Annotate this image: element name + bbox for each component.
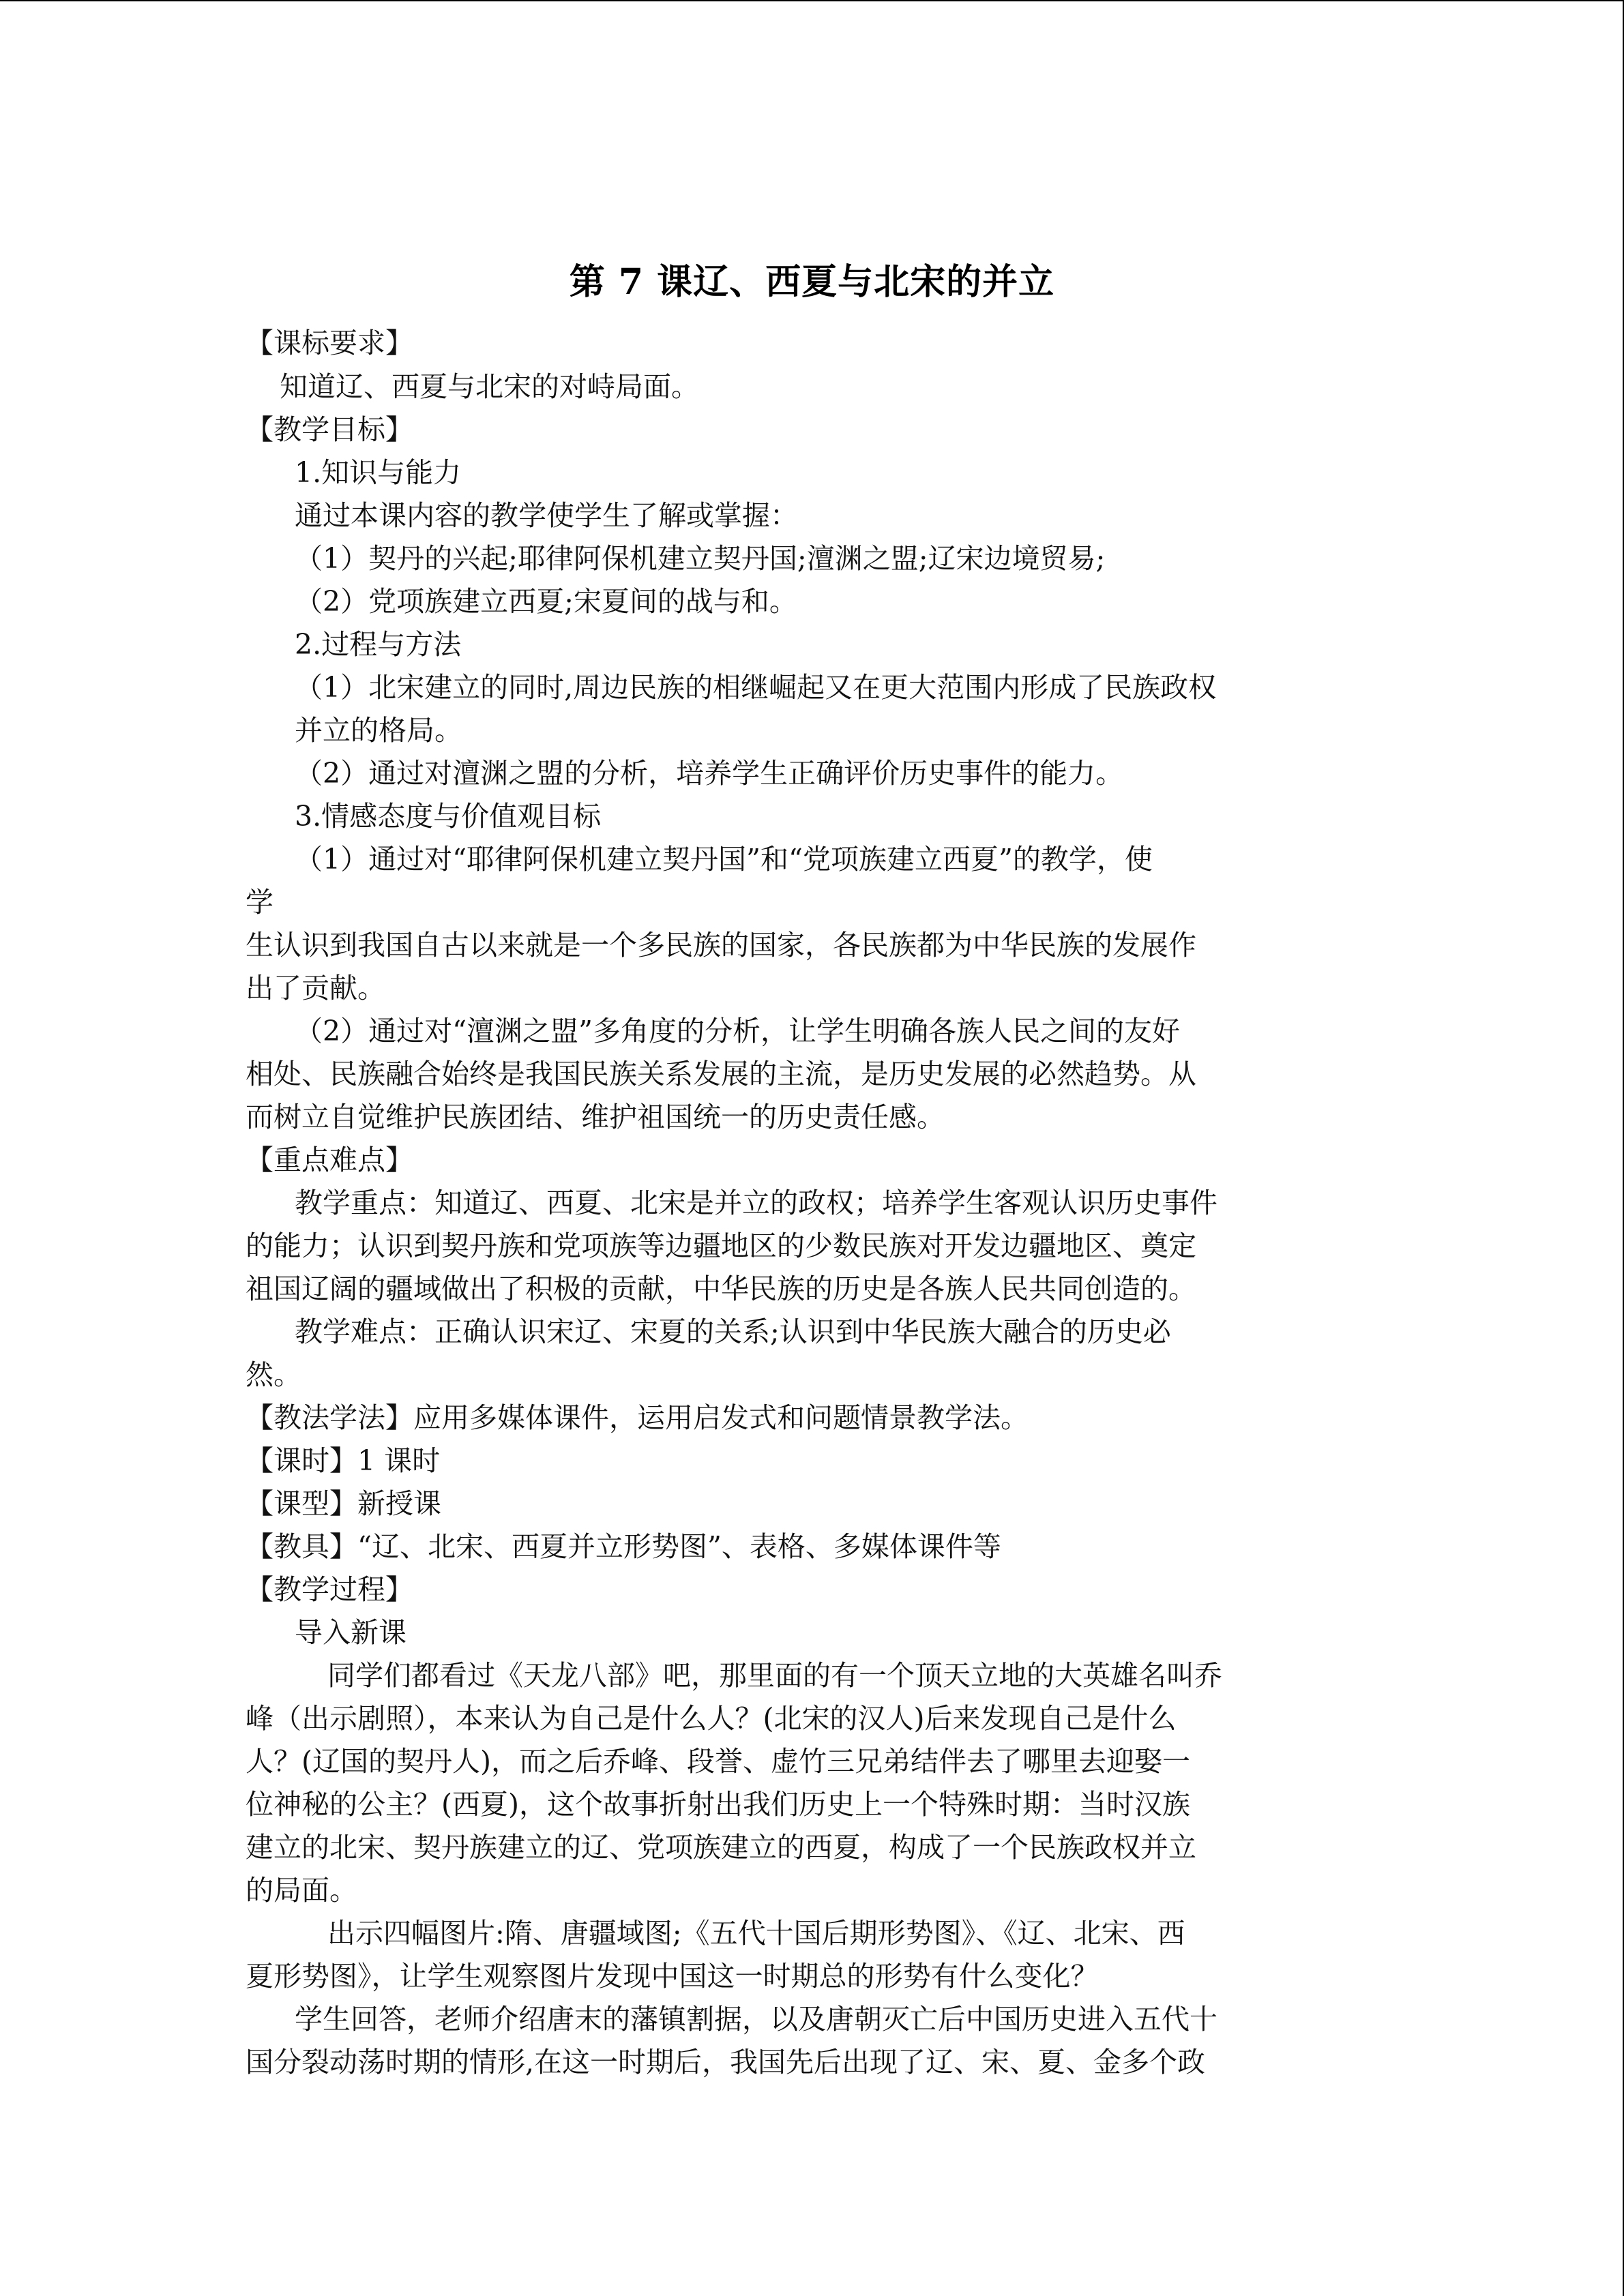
paragraph-line: （2）党项族建立西夏;宋夏间的战与和。 xyxy=(295,585,797,618)
paragraph-line: 通过本课内容的教学使学生了解或掌握： xyxy=(295,499,798,532)
paragraph-line: 国分裂动荡时期的情形,在这一时期后，我国先后出现了辽、宋、夏、金多个政 xyxy=(246,2046,1206,2078)
subheading-introduction: 导入新课 xyxy=(295,1616,407,1649)
section-heading-lesson-type: 【课型】新授课 xyxy=(246,1487,441,1520)
section-heading-methods: 【教法学法】应用多媒体课件，运用启发式和问题情景教学法。 xyxy=(246,1401,1029,1434)
paragraph-line: 出了贡献。 xyxy=(246,972,385,1004)
paragraph-line: 学 xyxy=(246,886,274,919)
paragraph-line: （1）契丹的兴起;耶律阿保机建立契丹国;澶渊之盟;辽宋边境贸易; xyxy=(295,542,1106,575)
paragraph-line: 相处、民族融合始终是我国民族关系发展的主流，是历史发展的必然趋势。从 xyxy=(246,1058,1196,1090)
paragraph-line: 并立的格局。 xyxy=(295,714,462,747)
section-heading-class-hours: 【课时】1 课时 xyxy=(246,1444,441,1477)
paragraph-line: 峰（出示剧照），本来认为自己是什么人？(北宋的汉人)后来发现自己是什么 xyxy=(246,1702,1177,1735)
paragraph-line: （1）通过对“耶律阿保机建立契丹国”和“党项族建立西夏”的教学，使 xyxy=(295,843,1153,876)
section-heading-curriculum: 【课标要求】 xyxy=(246,327,413,359)
paragraph-line: 位神秘的公主？(西夏)，这个故事折射出我们历史上一个特殊时期：当时汉族 xyxy=(246,1788,1190,1821)
paragraph-line: 的能力；认识到契丹族和党项族等边疆地区的少数民族对开发边疆地区、奠定 xyxy=(246,1229,1196,1262)
paragraph-line: 知道辽、西夏与北宋的对峙局面。 xyxy=(280,370,699,403)
section-heading-process: 【教学过程】 xyxy=(246,1573,413,1606)
paragraph-line: （2）通过对“澶渊之盟”多角度的分析，让学生明确各族人民之间的友好 xyxy=(295,1015,1181,1047)
paragraph-line: 1.知识与能力 xyxy=(295,456,462,489)
paragraph-line: 建立的北宋、契丹族建立的辽、党项族建立的西夏，构成了一个民族政权并立 xyxy=(246,1831,1196,1864)
paragraph-line: 然。 xyxy=(246,1358,301,1391)
paragraph-line: 教学重点：知道辽、西夏、北宋是并立的政权；培养学生客观认识历史事件 xyxy=(295,1187,1217,1219)
paragraph-line: 3.情感态度与价值观目标 xyxy=(295,800,602,833)
paragraph-line: 生认识到我国自古以来就是一个多民族的国家，各民族都为中华民族的发展作 xyxy=(246,929,1196,961)
paragraph-line: 而树立自觉维护民族团结、维护祖国统一的历史责任感。 xyxy=(246,1101,945,1133)
section-heading-teaching-aids: 【教具】“辽、北宋、西夏并立形势图”、表格、多媒体课件等 xyxy=(246,1530,1001,1563)
paragraph-line: 2.过程与方法 xyxy=(295,628,462,661)
paragraph-line: 夏形势图》，让学生观察图片发现中国这一时期总的形势有什么变化？ xyxy=(246,1960,1099,1993)
paragraph-line: （1）北宋建立的同时,周边民族的相继崛起又在更大范围内形成了民族政权 xyxy=(295,671,1217,704)
paragraph-line: 的局面。 xyxy=(246,1874,357,1907)
section-heading-key-points: 【重点难点】 xyxy=(246,1144,413,1176)
paragraph-line: 祖国辽阔的疆域做出了积极的贡献，中华民族的历史是各族人民共同创造的。 xyxy=(246,1272,1196,1305)
page-title: 第 7 课辽、西夏与北宋的并立 xyxy=(569,261,1055,303)
paragraph-line: 同学们都看过《天龙八部》吧，那里面的有一个顶天立地的大英雄名叫乔 xyxy=(327,1659,1222,1692)
section-heading-objectives: 【教学目标】 xyxy=(246,413,413,446)
paragraph-line: （2）通过对澶渊之盟的分析，培养学生正确评价历史事件的能力。 xyxy=(295,757,1124,790)
paragraph-line: 学生回答，老师介绍唐末的藩镇割据，以及唐朝灭亡后中国历史进入五代十 xyxy=(295,2003,1217,2036)
paragraph-line: 人？(辽国的契丹人)，而之后乔峰、段誉、虚竹三兄弟结伴去了哪里去迎娶一 xyxy=(246,1745,1190,1778)
paragraph-line: 教学难点：正确认识宋辽、宋夏的关系;认识到中华民族大融合的历史必 xyxy=(295,1315,1171,1348)
paragraph-line: 出示四幅图片:隋、唐疆域图;《五代十国后期形势图》、《辽、北宋、西 xyxy=(327,1917,1185,1950)
